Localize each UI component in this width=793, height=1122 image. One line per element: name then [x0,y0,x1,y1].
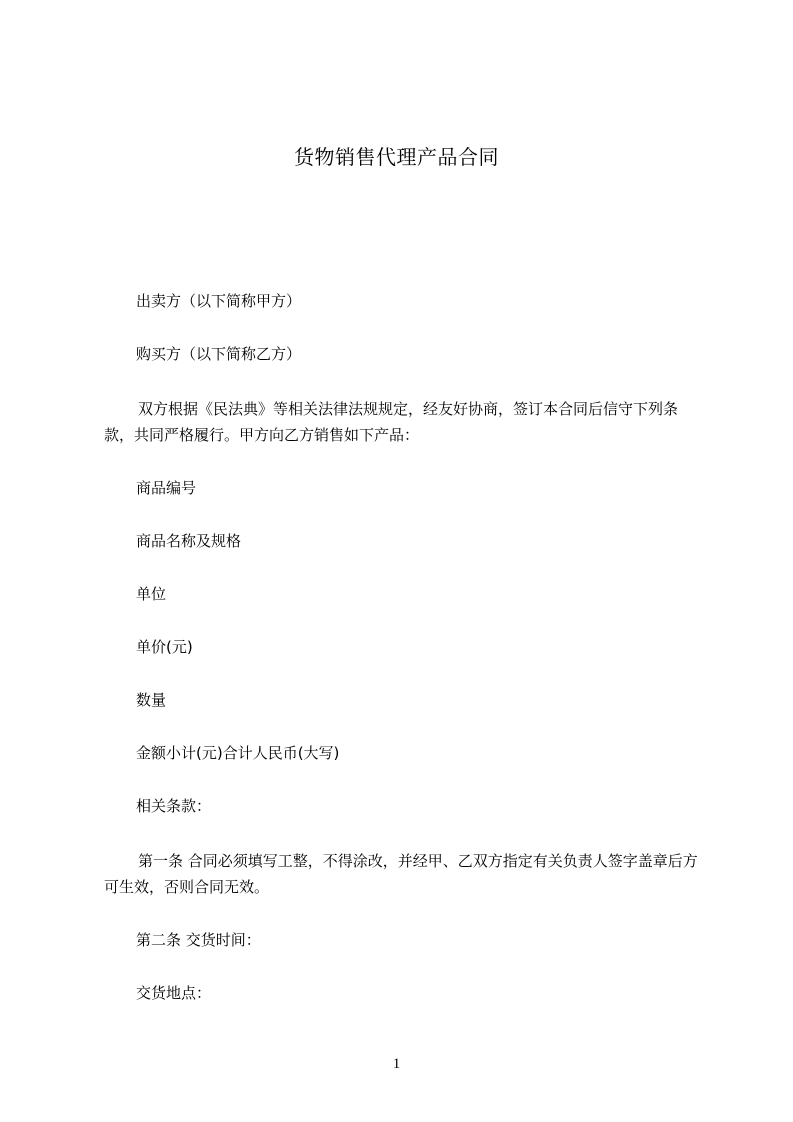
product-number-line: 商品编号 [136,479,197,497]
page-number: 1 [392,1056,401,1072]
delivery-place-line: 交货地点： [136,984,212,1002]
related-terms-line: 相关条款： [136,797,212,815]
seller-line: 出卖方（以下简称甲方） [136,292,302,310]
contract-title: 货物销售代理产品合同 [294,145,499,169]
quantity-line: 数量 [136,691,167,709]
intro-paragraph: 双方根据《民法典》等相关法律法规规定，经友好协商，签订本合同后信守下列条款，共同严格履行。甲方向乙方销售如下产品： [104,400,679,444]
article-1-paragraph: 第一条 合同必须填写工整，不得涂改，并经甲、乙双方指定有关负责人签字盖章后方可生效，否则合同无效。 [104,852,698,896]
article-2-line: 第二条 交货时间： [136,931,261,949]
unit-price-line: 单价(元) [136,638,193,656]
product-name-spec-line: 商品名称及规格 [136,532,242,550]
amount-line: 金额小计(元)合计人民币(大写) [136,744,340,762]
buyer-line: 购买方（以下简称乙方） [136,345,302,363]
unit-line: 单位 [136,585,167,603]
